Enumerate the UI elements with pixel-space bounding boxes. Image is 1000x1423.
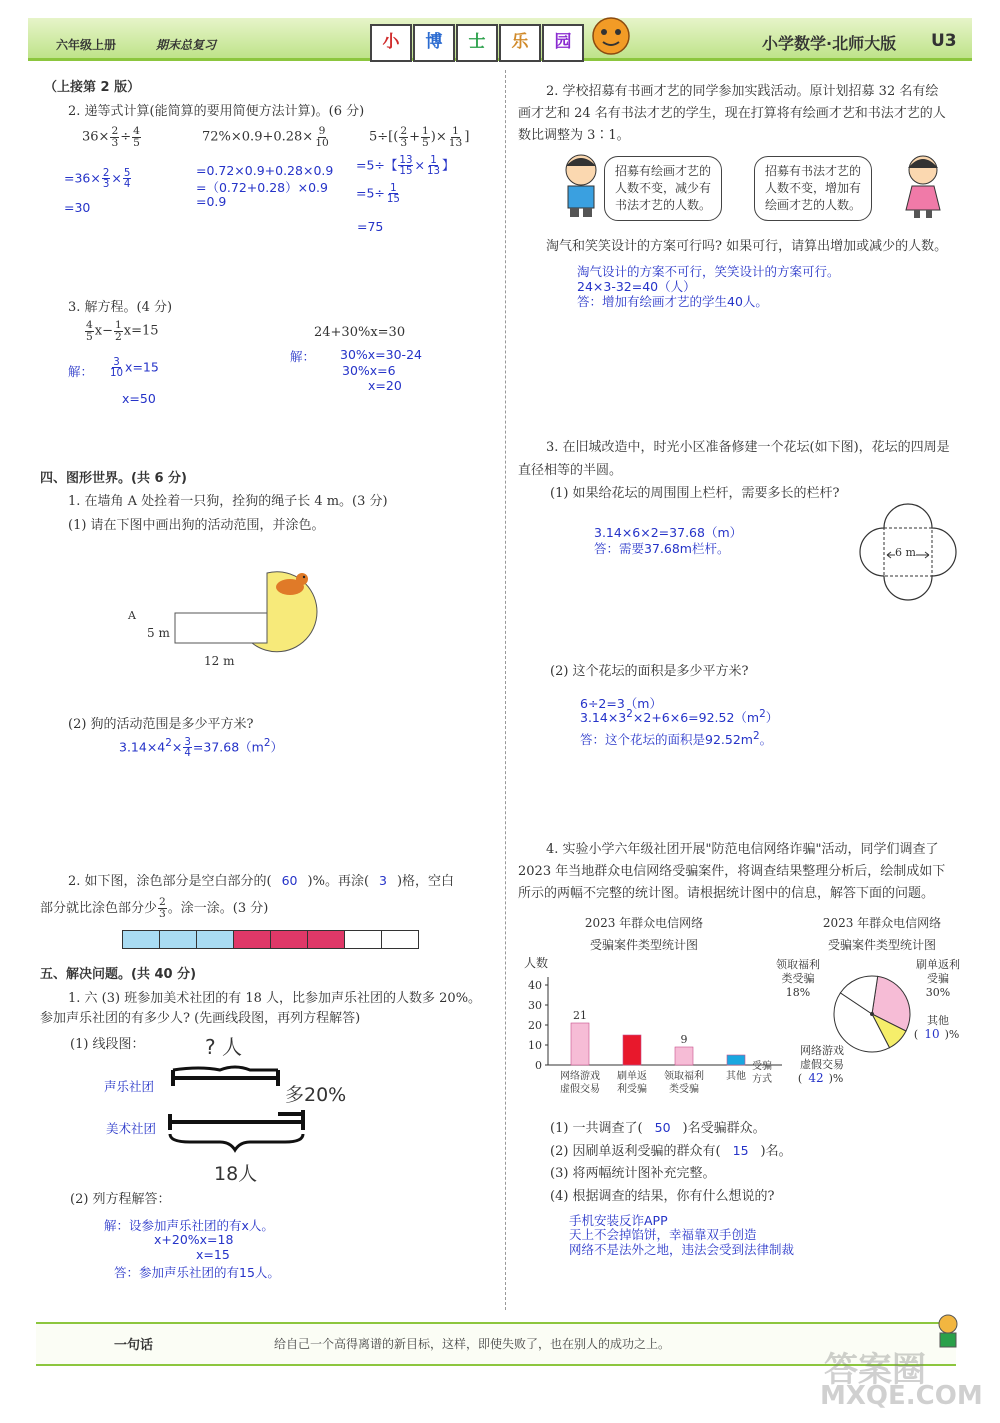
- footer-label: 一句话: [114, 1338, 154, 1353]
- frac-den: 3: [159, 907, 166, 920]
- blank-answer[interactable]: 50: [654, 1120, 671, 1135]
- pie-value-label: 42: [808, 1071, 824, 1085]
- r-q3-answer-1: 3.14×6×2=37.68（m）: [594, 525, 743, 540]
- diameter-label: 6 m: [895, 546, 916, 559]
- sec5-answer-3: x=15: [196, 1247, 230, 1262]
- logo-char: 园: [542, 24, 584, 62]
- frac-den: 5: [86, 329, 93, 343]
- x-tick-label: 其他: [726, 1071, 746, 1082]
- calc-answer-3-step2: [356, 183, 402, 205]
- logo-char: 士: [456, 24, 498, 62]
- vocal-brace: [173, 1067, 278, 1070]
- frac-num: 5: [123, 167, 131, 179]
- expr-text: x=15: [123, 323, 159, 339]
- y-tick-label: 20: [528, 1019, 542, 1032]
- frac-den: 10: [110, 367, 124, 380]
- frac-num: 2: [111, 124, 119, 137]
- frac-den: 5: [422, 135, 429, 149]
- calc-answer-1-step2: =30: [64, 200, 91, 215]
- pie-paren: )%: [828, 1072, 844, 1085]
- x-tick-label: 虚假交易: [560, 1084, 600, 1095]
- strip-cell: [308, 931, 345, 948]
- pie-paren: (: [797, 1072, 803, 1085]
- page-header: [0, 0, 1000, 64]
- frac-num: 1: [390, 182, 397, 194]
- frac-num: 2: [400, 124, 408, 137]
- calc-expression-3: [369, 126, 469, 148]
- q3-title: 3. 解方程。(4 分): [68, 300, 173, 315]
- r-q2-line2: 画才艺和 24 名有书法才艺的学生，现在打算将有绘画才艺和书法才艺的人: [518, 106, 946, 121]
- r-q2-answer-1: 淘气设计的方案不可行，笑笑设计的方案可行。: [577, 264, 840, 279]
- bar: [675, 1047, 693, 1065]
- footer-quote: 给自己一个高得离谱的新目标，这样，即使失败了，也在别人的成功之上。: [274, 1337, 671, 1351]
- frac-den: 4: [123, 178, 131, 191]
- pie-paren: (: [913, 1028, 919, 1041]
- r-q2-line1: 2. 学校招募有书画才艺的同学参加实践活动。原计划招募 32 名有绘: [546, 84, 939, 99]
- expr-text: 36×: [82, 129, 110, 145]
- question-text: )%。再涂(: [307, 874, 370, 889]
- sec5-p1: (1) 线段图：: [70, 1037, 145, 1052]
- strip-cell: [234, 931, 271, 948]
- pie-chart-title: [814, 912, 950, 956]
- bar: [623, 1035, 641, 1065]
- answer-text: =37.68（m: [192, 739, 264, 755]
- vocal-segment: [173, 1070, 278, 1086]
- sec5-answer-2: x+20%x=18: [154, 1232, 234, 1247]
- r-q3-b1: 6÷2=3（m）: [580, 696, 662, 711]
- bar-value-label: 21: [573, 1009, 587, 1022]
- r-q4-answer-1: 手机安装反诈APP: [569, 1213, 668, 1228]
- column-divider: [505, 70, 506, 1310]
- logo-char: 博: [413, 24, 455, 62]
- exponent: 2: [626, 708, 633, 720]
- r-q4-p3: (3) 将两幅统计图补充完整。: [550, 1166, 716, 1181]
- sec5-q1-line2: 参加声乐社团的有多少人? (先画线段图，再列方程解答): [40, 1011, 361, 1026]
- frac-den: 13: [426, 165, 440, 178]
- logo-char: 小: [370, 24, 412, 62]
- y-tick-label: 40: [528, 979, 542, 992]
- art-group-label: 美术社团: [106, 1121, 157, 1136]
- frac-num: 9: [318, 124, 326, 137]
- pie-label: 领取福利: [776, 958, 820, 971]
- q2-title: 2. 递等式计算(能简算的要用简便方法计算)。(6 分): [68, 104, 365, 119]
- answer-text: ×: [111, 170, 122, 186]
- bubble-line: 书法才艺的人数。: [615, 198, 712, 212]
- answer-text: 】: [442, 157, 455, 173]
- frac-den: 13: [448, 135, 463, 149]
- calc-answer-2-step2: =（0.72+0.28）×0.9: [196, 180, 328, 195]
- equation-1-step1: [108, 357, 159, 379]
- expr-text: x−: [94, 323, 114, 339]
- exponent: 2: [759, 708, 766, 720]
- r-q4-answer-3: 网络不是法外之地，违法会受到法律制裁: [569, 1242, 795, 1257]
- bubble-line: 人数不变，减少有: [615, 181, 712, 195]
- y-tick-label: 0: [535, 1059, 542, 1072]
- sec4-q2-line1: [68, 870, 454, 889]
- unknown-label: ? 人: [205, 1035, 242, 1059]
- logo-char: 乐: [499, 24, 541, 62]
- blank-answer[interactable]: 15: [732, 1143, 749, 1158]
- x-axis-label: 方式: [752, 1074, 772, 1085]
- solve-label: 解：: [68, 364, 94, 379]
- chart-title-line: 受骗案件类型统计图: [827, 938, 936, 952]
- calc-answer-3-step3: =75: [357, 219, 384, 234]
- question-text: )名。: [760, 1144, 792, 1159]
- frac-den: 2: [115, 329, 122, 343]
- pie-center: [870, 1012, 874, 1016]
- dog-area-diagram: [140, 565, 340, 675]
- expr-text: 72%×0.9+0.28×: [202, 129, 314, 145]
- exponent: 2: [165, 737, 172, 750]
- speech-bubble-taoqi: [604, 156, 722, 221]
- answer-text: 【: [384, 157, 398, 173]
- side-5m-label: 5 m: [147, 626, 170, 640]
- r-q4-p2: [550, 1140, 792, 1159]
- answer-text: ）: [765, 710, 779, 726]
- r-q4-p1: [550, 1117, 766, 1136]
- question-text: 部分就比涂色部分少: [40, 901, 158, 916]
- frac-den: 15: [399, 165, 413, 178]
- sec5-answer-1: 解：设参加声乐社团的有x人。: [104, 1218, 274, 1233]
- pie-label: 刷单返利: [916, 958, 960, 971]
- bubble-line: 绘画才艺的人数。: [765, 198, 862, 212]
- art-segment: [170, 1110, 303, 1130]
- answer-text: =36×: [64, 170, 101, 186]
- tiger-mascot-icon: [587, 10, 635, 60]
- r-q4-p4: (4) 根据调查的结果，你有什么想说的?: [550, 1189, 775, 1204]
- strip-cell: [345, 931, 382, 948]
- section-5-title: 五、解决问题。(共 40 分): [40, 967, 197, 982]
- brand-logo: [365, 0, 635, 64]
- frac-den: 3: [102, 178, 110, 191]
- frac-num: 4: [133, 124, 140, 137]
- r-q2-ask: 淘气和笑笑设计的方案可行吗? 如果可行，请算出增加或减少的人数。: [546, 239, 948, 254]
- pie-label: 虚假交易: [800, 1058, 844, 1071]
- bar: [571, 1023, 589, 1065]
- question-text: 2. 如下图，涂色部分是空白部分的(: [68, 874, 272, 889]
- pie-value-label: 30%: [925, 986, 951, 999]
- r-q3-answer-2: 答：需要37.68m栏杆。: [594, 541, 730, 556]
- question-text: )格，空白: [396, 874, 455, 889]
- equation-1-step2: x=50: [122, 391, 156, 406]
- answer-text: ×2+6×6=92.52（m: [632, 710, 760, 726]
- x-tick-label: 刷单返: [617, 1071, 647, 1082]
- x-tick-label: 网络游戏: [560, 1071, 600, 1082]
- vocal-group-label: 声乐社团: [104, 1079, 155, 1094]
- equation-2-step2: 30%x=6: [342, 363, 396, 378]
- brand-text: 小学数学·北师大版: [762, 34, 897, 53]
- x-tick-label: 类受骗: [669, 1084, 699, 1095]
- grade-label: 六年级上册: [56, 38, 117, 52]
- art-brace: [170, 1134, 303, 1150]
- strip-cell: [197, 931, 234, 948]
- y-tick-label: 10: [528, 1039, 542, 1052]
- answer-text: 3.14×3: [580, 710, 627, 726]
- sec5-q1-line1: 1. 六 (3) 班参加美术社团的有 18 人，比参加声乐社团的人数多 20%。: [68, 991, 482, 1006]
- question-text: )名受骗群众。: [682, 1121, 766, 1136]
- continued-label: （上接第 2 版）: [44, 80, 141, 95]
- page-number: U3: [931, 31, 957, 51]
- boy-taoqi-icon: [556, 150, 606, 218]
- question-text: (1) 一共调查了(: [550, 1121, 643, 1136]
- pie-chart: [760, 958, 980, 1103]
- sec5-p2: (2) 列方程解答：: [70, 1192, 171, 1207]
- strip-cell: [382, 931, 418, 948]
- calc-answer-2-step1: =0.72×0.9+0.28×0.9: [196, 163, 334, 178]
- bubble-line: 招募有绘画才艺的: [615, 164, 712, 178]
- frac-num: 1: [422, 124, 429, 137]
- watermark-cn: 答案圈: [824, 1350, 926, 1390]
- bar-chart-title: [576, 912, 712, 956]
- more-20-label: 多20%: [285, 1084, 347, 1106]
- answer-text: 答：这个花坛的面积是92.52m: [580, 732, 753, 748]
- frac-den: 4: [184, 747, 191, 760]
- pie-label: 网络游戏: [800, 1044, 844, 1057]
- calc-expression-2: [202, 126, 331, 148]
- point-a-label: A: [128, 609, 136, 622]
- frac-den: 10: [315, 135, 329, 149]
- frac-num: 4: [86, 318, 93, 331]
- wall-rectangle: [175, 613, 267, 643]
- chart-title-line: 2023 年群众电信网络: [822, 916, 942, 930]
- frac-num: 3: [184, 736, 191, 748]
- calc-answer-2-step3: =0.9: [196, 194, 227, 209]
- answer-text: 3.14×4: [119, 739, 166, 755]
- frac-num: 2: [102, 167, 110, 179]
- r-q3-p1: (1) 如果给花坛的周围围上栏杆，需要多长的栏杆?: [550, 486, 840, 501]
- speech-bubble-xiaoxiao: [754, 156, 872, 221]
- frac-num: 1: [115, 318, 122, 331]
- frac-den: 3: [111, 135, 119, 149]
- strip-cell: [160, 931, 197, 948]
- frac-num: 1: [452, 124, 459, 137]
- exponent: 2: [752, 730, 760, 742]
- dog-area-answer: [119, 737, 283, 759]
- pie-label: 受骗: [927, 972, 949, 985]
- expr-text: ]: [464, 129, 470, 145]
- pie-label: 类受骗: [781, 972, 815, 985]
- bar-chart: [520, 955, 790, 1100]
- answer-text: ×: [171, 739, 183, 755]
- blank-answer[interactable]: 3: [379, 873, 387, 888]
- bubble-line: 招募有书法才艺的: [765, 164, 862, 178]
- expr-text: )×: [430, 129, 447, 145]
- segment-diagram: [160, 1060, 320, 1165]
- r-q3-line1: 3. 在旧城改造中，时光小区准备修建一个花坛(如下图)，花坛的四周是: [546, 440, 950, 455]
- subtitle-label: 期末总复习: [156, 38, 217, 52]
- pie-value-label: 18%: [785, 986, 811, 999]
- answer-text: x=15: [125, 359, 159, 375]
- question-text: (2) 因刷单返利受骗的群众有(: [550, 1144, 721, 1159]
- answer-text: =5÷: [356, 157, 385, 173]
- r-q3-b3: [580, 730, 772, 748]
- shading-strip: [122, 930, 419, 949]
- answer-text: ）: [270, 739, 283, 755]
- equation-2: 24+30%x=30: [314, 325, 406, 340]
- expr-text: +: [409, 129, 420, 145]
- strip-cell: [123, 931, 160, 948]
- girl-xiaoxiao-icon: [898, 150, 948, 220]
- expr-text: 5÷[(: [369, 129, 399, 145]
- r-q4-line2: 2023 年当地群众电信网络受骗案件，将调查结果整理分析后，绘制成如下: [518, 864, 946, 879]
- sec4-q2-line2: [40, 897, 268, 920]
- frac-num: 1: [430, 154, 437, 166]
- exponent: 2: [263, 737, 271, 750]
- question-text: 。涂一涂。(3 分): [167, 901, 269, 916]
- r-q4-line3: 所示的两幅不完整的统计图。请根据统计图中的信息，解答下面的问题。: [518, 886, 935, 901]
- x-tick-label: 领取福利: [664, 1071, 704, 1082]
- sec4-q1b: (2) 狗的活动范围是多少平方米?: [68, 717, 254, 732]
- r-q2-line3: 数比调整为 3∶1。: [518, 128, 630, 143]
- pie-value-label: 10: [924, 1027, 940, 1041]
- frac-den: 5: [133, 135, 140, 149]
- side-12m-label: 12 m: [204, 654, 235, 668]
- strip-cell: [271, 931, 308, 948]
- sec5-answer-4: 答：参加声乐社团的有15人。: [114, 1265, 280, 1280]
- bar-value-label: 9: [680, 1033, 688, 1046]
- r-q3-b2: [580, 708, 778, 726]
- r-q4-line1: 4. 实验小学六年级社团开展"防范电信网络诈骗"活动，同学们调查了: [546, 842, 939, 857]
- frac-num: 13: [399, 154, 413, 166]
- r-q2-answer-3: 答：增加有绘画才艺的学生40人。: [577, 294, 768, 309]
- chart-title-line: 受骗案件类型统计图: [589, 938, 698, 952]
- y-axis-label: 人数: [524, 956, 549, 970]
- answer-text: 。: [759, 732, 773, 748]
- watermark-url: MXQE.COM: [820, 1381, 983, 1411]
- frac-den: 3: [400, 135, 408, 149]
- r-q3-p2: (2) 这个花坛的面积是多少平方米?: [550, 664, 749, 679]
- x-axis-label: 受骗: [752, 1061, 772, 1072]
- answer-text: ×: [414, 157, 425, 173]
- sec4-q1a: (1) 请在下图中画出狗的活动范围，并涂色。: [68, 518, 325, 533]
- frac-num: 3: [113, 356, 120, 368]
- equation-1: [84, 320, 159, 342]
- section-4-title: 四、图形世界。(共 6 分): [40, 471, 187, 486]
- solve-label: 解：: [290, 349, 316, 364]
- y-tick-label: 30: [528, 999, 542, 1012]
- footer-mascot-icon: [930, 1312, 966, 1352]
- calc-expression-1: [82, 126, 142, 148]
- r-q4-answer-2: 天上不会掉馅饼，幸福靠双手创造: [569, 1227, 757, 1242]
- pie-paren: )%: [944, 1028, 960, 1041]
- r-q2-answer-2: 24×3-32=40（人）: [577, 279, 696, 294]
- pie-label: 其他: [927, 1014, 949, 1027]
- calc-answer-1-step1: [64, 168, 132, 190]
- bar: [727, 1055, 745, 1065]
- sec4-q1: 1. 在墙角 A 处拴着一只狗，拴狗的绳子长 4 m。(3 分): [68, 494, 388, 509]
- x-tick-label: 利受骗: [617, 1084, 647, 1095]
- chart-title-line: 2023 年群众电信网络: [584, 916, 704, 930]
- total-18-label: 18人: [214, 1163, 258, 1185]
- frac-den: 15: [386, 193, 400, 206]
- answer-text: =5÷: [356, 185, 385, 201]
- frac-num: 2: [159, 895, 166, 909]
- calc-answer-3-step1: [356, 155, 455, 177]
- bubble-line: 人数不变，增加有: [765, 181, 862, 195]
- expr-text: ÷: [120, 129, 132, 145]
- blank-answer[interactable]: 60: [281, 873, 298, 888]
- r-q3-line2: 直径相等的半圆。: [518, 463, 623, 478]
- equation-2-step3: x=20: [368, 378, 402, 393]
- equation-2-step1: 30%x=30-24: [340, 347, 422, 362]
